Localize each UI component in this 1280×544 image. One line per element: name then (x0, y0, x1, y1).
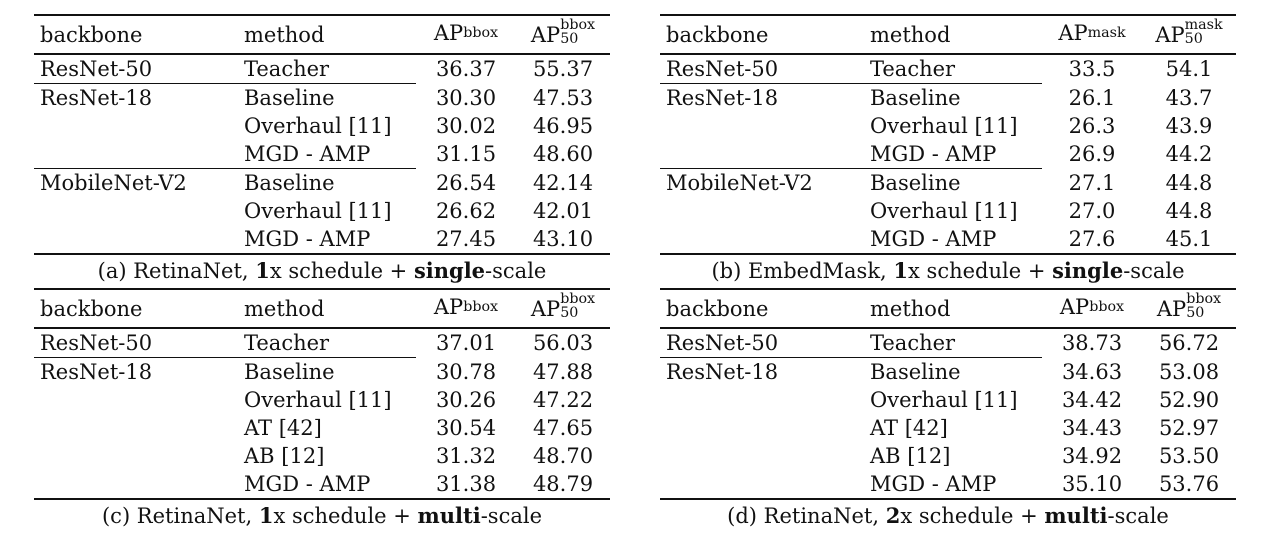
ap50-cell: 48.70 (532, 444, 594, 468)
table-row (660, 414, 1236, 442)
ap-cell: 26.54 (435, 170, 497, 195)
ap-cell: 26.1 (1068, 85, 1116, 110)
caption-suffix: -scale (1107, 504, 1169, 528)
ap50-cell: 53.08 (1158, 359, 1220, 384)
ap50-cell: 56.03 (532, 331, 594, 356)
results-table (660, 14, 1236, 255)
ap-cell: 30.54 (435, 416, 497, 440)
table-panel-a (34, 14, 610, 285)
ap50-subscript: 50 (1186, 304, 1205, 321)
ap50-cell: 46.95 (532, 114, 594, 138)
backbone-cell (34, 414, 240, 442)
ap50-base: AP (1156, 296, 1187, 321)
backbone-cell (660, 197, 866, 225)
method-cell: Baseline (866, 84, 1042, 113)
caption-prefix: (b) EmbedMask, (711, 259, 894, 283)
table-row (660, 197, 1236, 225)
caption-bold-schedule: 1 (255, 258, 270, 283)
ap50-base: AP (530, 22, 561, 47)
ap-cell: 27.0 (1068, 199, 1116, 223)
table-row (660, 140, 1236, 169)
backbone-cell: ResNet-50 (666, 331, 779, 355)
table-row (660, 84, 1236, 113)
caption-bold-schedule: 1 (893, 258, 909, 283)
table-row (34, 470, 610, 499)
header-ap50 (1142, 15, 1236, 54)
ap50-cell: 44.8 (1165, 170, 1213, 195)
backbone-cell: MobileNet-V2 (660, 169, 866, 198)
ap-cell: 31.15 (435, 142, 497, 167)
backbone-cell: ResNet-50 (40, 331, 153, 355)
method-cell: Overhaul [11] (244, 114, 392, 138)
ap50-cell: 47.53 (532, 85, 594, 110)
caption-bold-scale: multi (417, 503, 481, 528)
ap-cell: 30.26 (435, 388, 497, 412)
table-row (660, 112, 1236, 140)
header-ap50 (516, 15, 610, 54)
ap50-subscript: 50 (560, 30, 579, 47)
header-ap (1042, 289, 1142, 328)
ap-superscript: mask (1087, 25, 1126, 42)
method-cell: Baseline (866, 169, 1042, 198)
method-cell: Teacher (244, 57, 330, 81)
ap50-cell: 43.7 (1165, 85, 1213, 110)
method-cell: AT [42] (244, 416, 322, 440)
caption-mid: x schedule + (269, 259, 414, 283)
backbone-cell: ResNet-18 (34, 358, 240, 387)
backbone-cell (660, 442, 866, 470)
ap50-base: AP (530, 296, 561, 321)
header-row (34, 15, 610, 54)
method-cell: MGD - AMP (244, 227, 371, 251)
header-ap (416, 15, 516, 54)
caption-prefix: (c) RetinaNet, (101, 504, 259, 528)
caption-prefix: (a) RetinaNet, (97, 259, 256, 283)
caption-bold-scale: single (413, 258, 486, 283)
method-cell: Teacher (870, 57, 956, 81)
method-cell: Teacher (870, 331, 956, 355)
header-method: method (866, 289, 1042, 328)
ap50-cell: 53.76 (1158, 472, 1220, 496)
table-row (34, 386, 610, 414)
header-method: method (866, 15, 1042, 54)
ap50-cell: 52.90 (1158, 388, 1220, 412)
ap-cell: 26.3 (1068, 114, 1116, 138)
header-ap50 (516, 289, 610, 328)
backbone-cell (660, 470, 866, 499)
ap-cell: 35.10 (1061, 472, 1123, 496)
ap50-superscript: bbox (560, 16, 596, 33)
backbone-cell (660, 225, 866, 254)
caption-prefix: (d) RetinaNet, (727, 504, 886, 528)
ap-superscript: bbox (463, 299, 499, 316)
header-ap50 (1142, 289, 1236, 328)
table-row (34, 84, 610, 113)
backbone-cell (34, 140, 240, 169)
backbone-cell (34, 225, 240, 254)
table-panel-b (660, 14, 1236, 285)
table-body (660, 54, 1236, 254)
table-row (660, 225, 1236, 254)
ap-cell: 38.73 (1061, 331, 1123, 356)
backbone-cell (660, 414, 866, 442)
backbone-cell (34, 442, 240, 470)
ap-cell: 37.01 (435, 331, 497, 356)
method-cell: MGD - AMP (870, 142, 997, 166)
results-table (34, 288, 610, 500)
caption-mid: x schedule + (900, 504, 1045, 528)
results-table (34, 14, 610, 255)
backbone-cell: MobileNet-V2 (34, 169, 240, 198)
ap-superscript: bbox (463, 25, 499, 42)
table-row (34, 169, 610, 198)
backbone-cell (34, 470, 240, 499)
header-row (660, 15, 1236, 54)
table-row (34, 358, 610, 387)
ap50-cell: 47.65 (532, 416, 594, 440)
header-row (34, 289, 610, 328)
ap50-cell: 53.50 (1158, 444, 1220, 468)
method-cell: Baseline (240, 358, 416, 387)
ap50-cell: 48.60 (532, 142, 594, 167)
ap-cell: 36.37 (435, 57, 497, 82)
table-row (660, 386, 1236, 414)
ap-cell: 27.1 (1068, 170, 1116, 195)
backbone-cell: ResNet-50 (40, 57, 153, 81)
header-ap (1042, 15, 1142, 54)
header-row (660, 289, 1236, 328)
table-body (34, 54, 610, 254)
ap-cell: 34.42 (1061, 388, 1123, 412)
caption-suffix: -scale (480, 504, 543, 528)
backbone-cell: ResNet-18 (660, 84, 866, 113)
ap-cell: 31.38 (435, 472, 497, 496)
ap-cell: 33.5 (1068, 57, 1116, 82)
method-cell: Baseline (240, 84, 416, 113)
method-cell: MGD - AMP (244, 472, 371, 496)
table-row (34, 197, 610, 225)
table-caption (34, 502, 610, 530)
ap50-cell: 56.72 (1158, 331, 1220, 356)
method-cell: AB [12] (244, 444, 325, 468)
header-ap (416, 289, 516, 328)
ap-base: AP (433, 295, 464, 319)
caption-bold-schedule: 1 (258, 503, 274, 528)
ap50-cell: 54.1 (1165, 57, 1213, 82)
method-cell: Overhaul [11] (870, 388, 1018, 412)
method-cell: MGD - AMP (870, 227, 997, 251)
table-caption (34, 257, 610, 285)
table-row (34, 442, 610, 470)
table-row (660, 169, 1236, 198)
caption-suffix: -scale (485, 259, 547, 283)
table-row (34, 54, 610, 84)
method-cell: Teacher (244, 331, 330, 355)
ap50-cell: 45.1 (1165, 227, 1213, 251)
ap50-subscript: 50 (1184, 30, 1203, 47)
ap-cell: 30.30 (435, 85, 497, 110)
ap-base: AP (433, 21, 464, 45)
ap50-cell: 48.79 (532, 472, 594, 496)
table-body (660, 328, 1236, 499)
method-cell: Baseline (240, 169, 416, 198)
caption-mid: x schedule + (908, 259, 1053, 283)
header-backbone: backbone (34, 289, 240, 328)
ap-cell: 34.43 (1061, 416, 1123, 440)
table-row (660, 54, 1236, 84)
table-row (34, 328, 610, 358)
ap50-cell: 52.97 (1158, 416, 1220, 440)
ap50-cell: 47.88 (532, 359, 594, 384)
caption-bold-scale: single (1052, 258, 1124, 283)
ap50-cell: 47.22 (532, 388, 594, 412)
table-panel-c (34, 288, 610, 530)
ap-cell: 30.78 (435, 359, 497, 384)
ap50-cell: 43.10 (532, 227, 594, 251)
ap-cell: 30.02 (435, 114, 497, 138)
ap-cell: 26.9 (1068, 142, 1116, 167)
backbone-cell: ResNet-50 (666, 57, 779, 81)
ap-cell: 27.45 (435, 227, 497, 251)
ap-base: AP (1058, 21, 1088, 45)
backbone-cell: ResNet-18 (660, 358, 866, 387)
ap50-superscript: bbox (560, 290, 596, 307)
table-row (660, 328, 1236, 358)
method-cell: Overhaul [11] (244, 199, 392, 223)
ap50-cell: 42.14 (532, 170, 594, 195)
method-cell: MGD - AMP (244, 142, 371, 166)
caption-mid: x schedule + (273, 504, 418, 528)
caption-bold-scale: multi (1044, 503, 1108, 528)
method-cell: Baseline (866, 358, 1042, 387)
caption-bold-schedule: 2 (885, 503, 901, 528)
ap50-subscript: 50 (560, 304, 579, 321)
ap50-base: AP (1155, 22, 1185, 47)
header-backbone: backbone (34, 15, 240, 54)
table-row (660, 358, 1236, 387)
header-method: method (240, 15, 416, 54)
backbone-cell (34, 386, 240, 414)
ap50-cell: 44.2 (1165, 142, 1213, 167)
ap50-superscript: bbox (1186, 290, 1222, 307)
ap-cell: 26.62 (435, 199, 497, 223)
table-row (34, 112, 610, 140)
backbone-cell (660, 112, 866, 140)
caption-suffix: -scale (1123, 259, 1185, 283)
ap-cell: 27.6 (1068, 227, 1116, 251)
method-cell: AT [42] (870, 416, 948, 440)
header-backbone: backbone (660, 289, 866, 328)
table-body (34, 328, 610, 499)
method-cell: MGD - AMP (870, 472, 997, 496)
backbone-cell (34, 112, 240, 140)
table-panel-d (660, 288, 1236, 530)
backbone-cell (34, 197, 240, 225)
table-row (34, 140, 610, 169)
ap50-cell: 55.37 (532, 57, 594, 82)
table-caption (660, 502, 1236, 530)
method-cell: Overhaul [11] (870, 114, 1018, 138)
method-cell: Overhaul [11] (870, 199, 1018, 223)
backbone-cell (660, 386, 866, 414)
backbone-cell: ResNet-18 (34, 84, 240, 113)
ap-base: AP (1059, 295, 1090, 319)
table-caption (660, 257, 1236, 285)
ap-superscript: bbox (1089, 299, 1125, 316)
table-row (660, 470, 1236, 499)
ap50-superscript: mask (1184, 16, 1223, 33)
table-row (34, 225, 610, 254)
ap50-cell: 43.9 (1165, 114, 1213, 138)
header-backbone: backbone (660, 15, 866, 54)
method-cell: Overhaul [11] (244, 388, 392, 412)
method-cell: AB [12] (870, 444, 951, 468)
ap-cell: 34.92 (1061, 444, 1123, 468)
backbone-cell (660, 140, 866, 169)
results-table (660, 288, 1236, 500)
ap-cell: 31.32 (435, 444, 497, 468)
ap50-cell: 42.01 (532, 199, 594, 223)
table-row (660, 442, 1236, 470)
ap50-cell: 44.8 (1165, 199, 1213, 223)
table-row (34, 414, 610, 442)
header-method: method (240, 289, 416, 328)
ap-cell: 34.63 (1061, 359, 1123, 384)
